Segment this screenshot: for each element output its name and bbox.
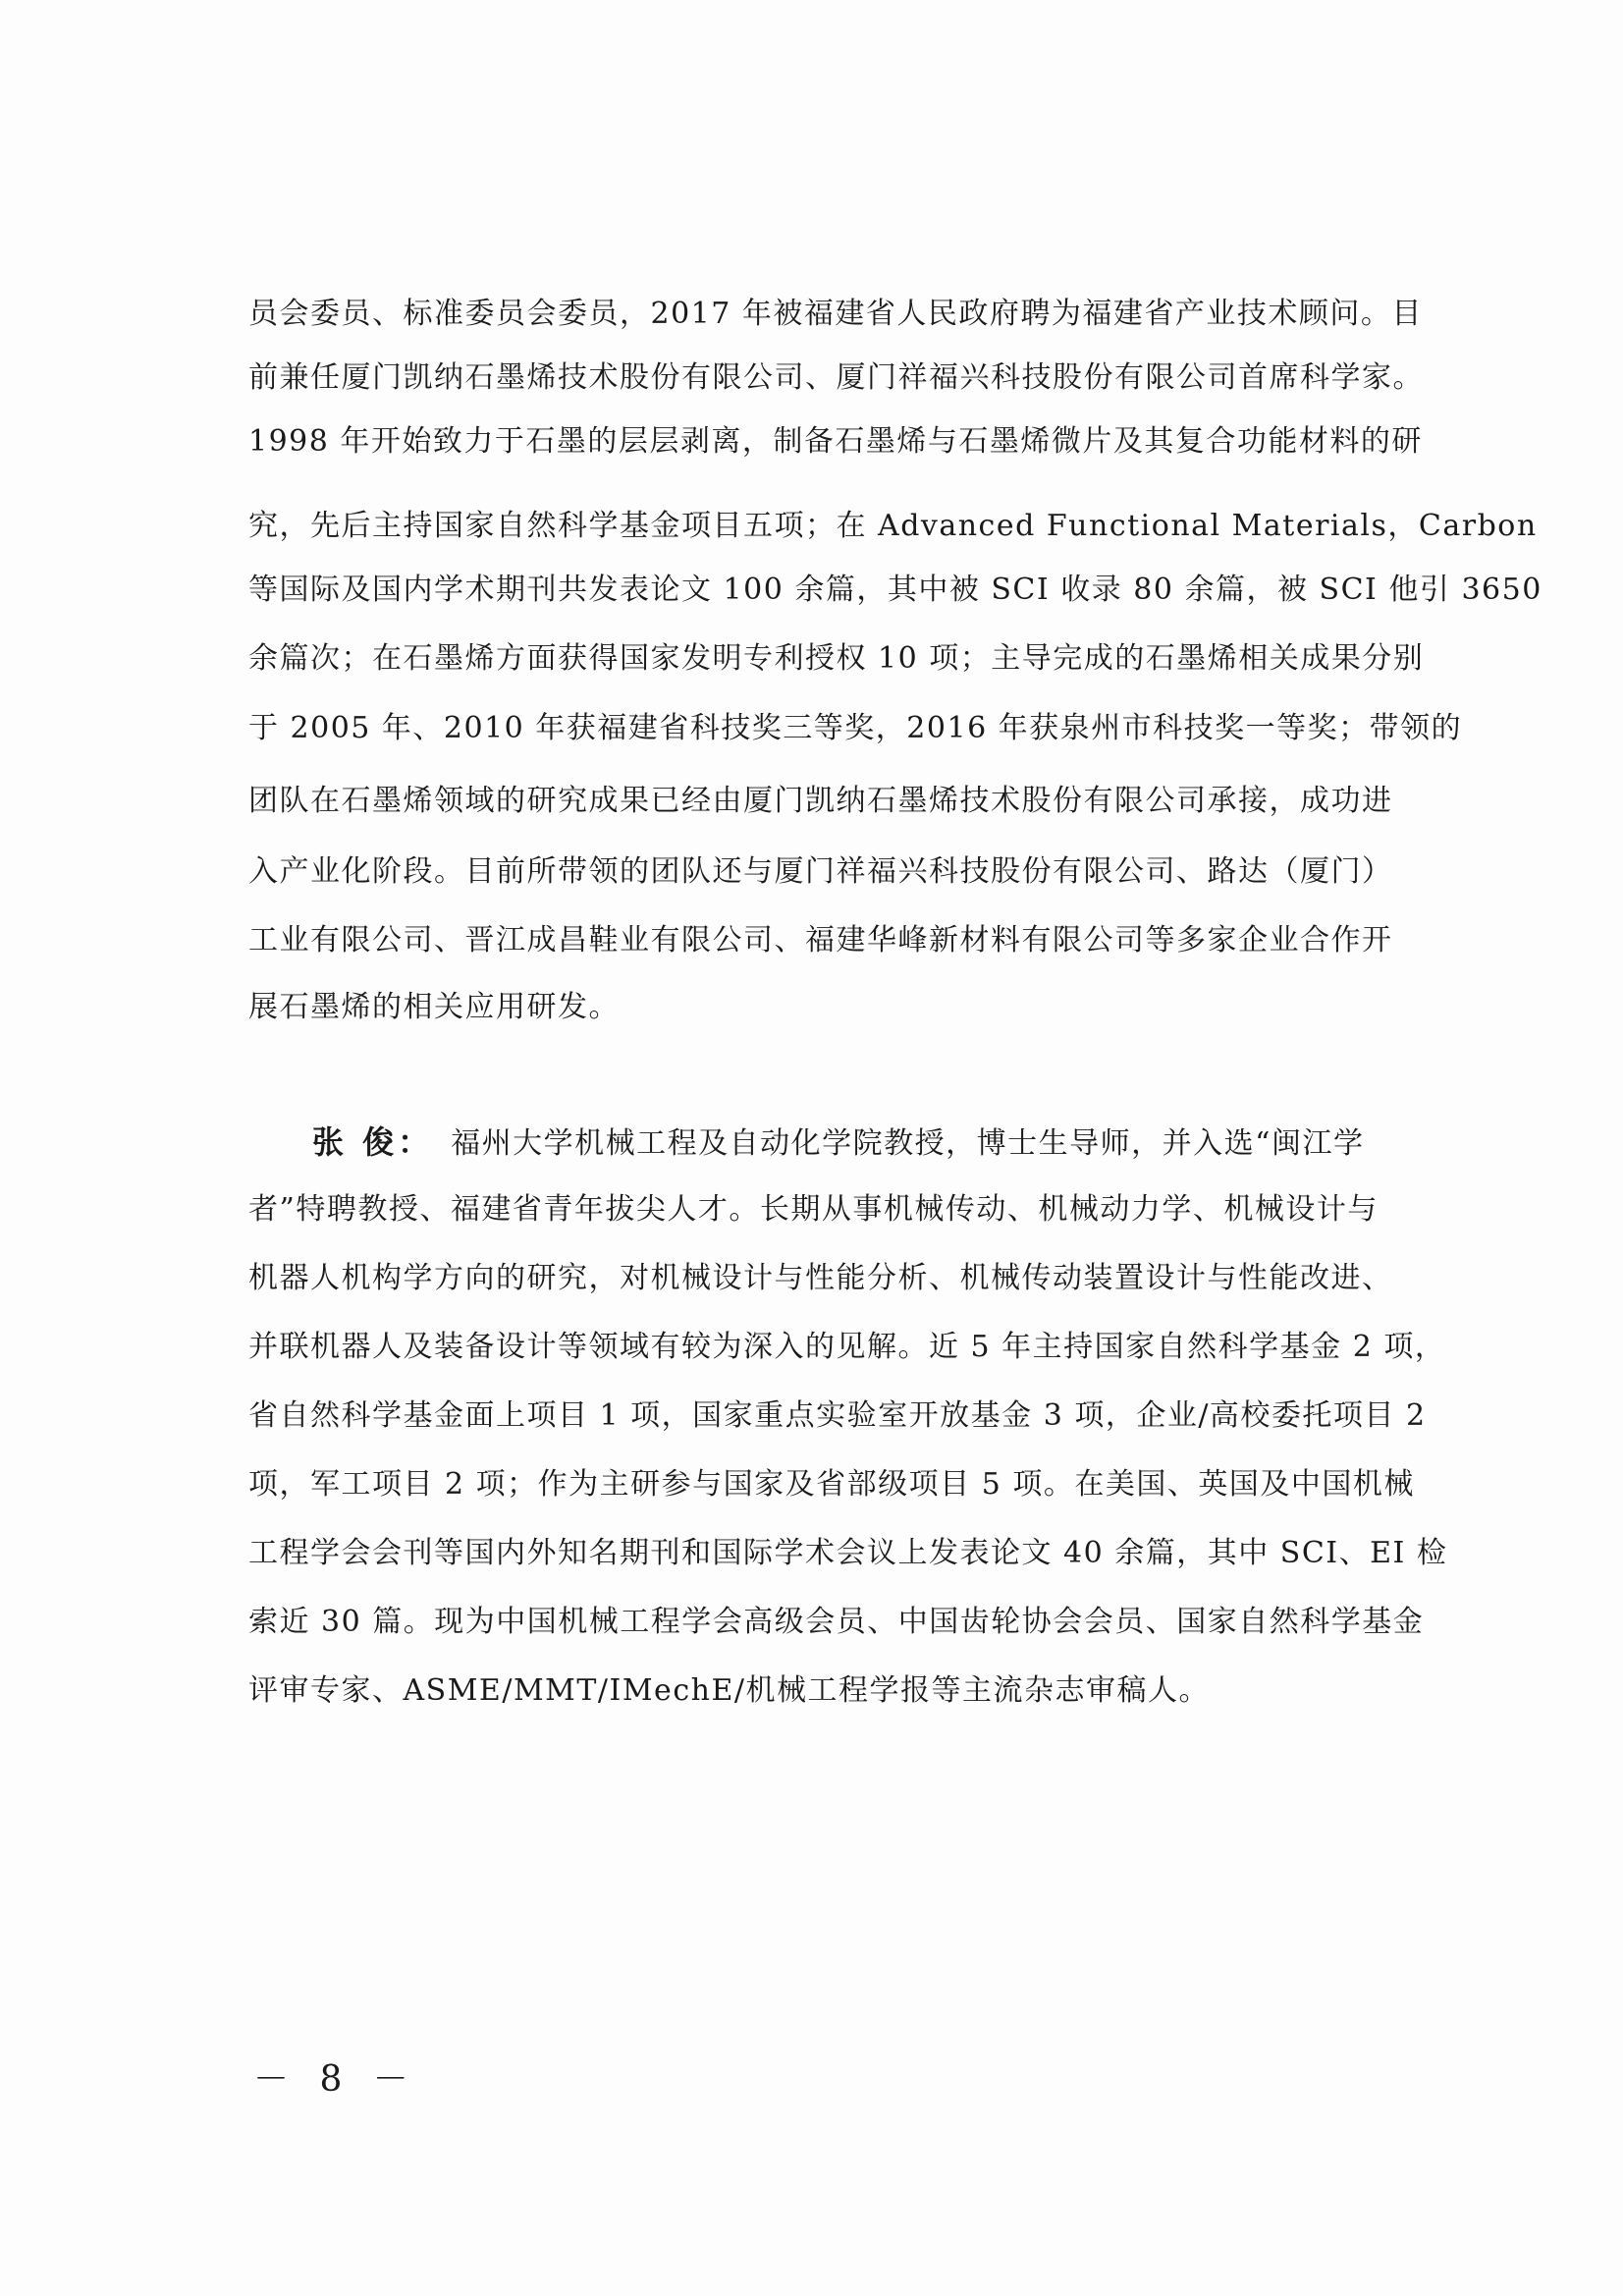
text-line: 员会委员、标准委员会委员，2017 年被福建省人民政府聘为福建省产业技术顾问。目 <box>248 297 1423 331</box>
text-line: 入产业化阶段。目前所带领的团队还与厦门祥福兴科技股份有限公司、路达（厦门） <box>248 854 1393 889</box>
text-line: 工业有限公司、晋江成昌鞋业有限公司、福建华峰新材料有限公司等多家企业合作开 <box>248 923 1393 957</box>
text-line: 团队在石墨烯领域的研究成果已经由厦门凯纳石墨烯技术股份有限公司承接，成功进 <box>248 784 1393 818</box>
text-line: 究，先后主持国家自然科学基金项目五项；在 Advanced Functional Materials，Carbon <box>248 509 1538 543</box>
text-line: 展石墨烯的相关应用研发。 <box>248 990 620 1024</box>
person-name: 张 俊： <box>312 1123 434 1161</box>
text-line: 工程学会会刊等国内外知名期刊和国际学术会议上发表论文 40 余篇，其中 SCI、EI 检 <box>248 1536 1448 1570</box>
text-line: 项，军工项目 2 项；作为主研参与国家及省部级项目 5 项。在美国、英国及中国机械 <box>248 1467 1415 1502</box>
text-line-first-content: 福州大学机械工程及自动化学院教授，博士生导师，并入选“闽江学 <box>451 1126 1365 1161</box>
text-line: 评审专家、ASME/MMT/IMechE/机械工程学报等主流杂志审稿人。 <box>248 1673 1210 1708</box>
text-line: 机器人机构学方向的研究，对机械设计与性能分析、机械传动装置设计与性能改进、 <box>248 1261 1393 1295</box>
page-number: － 8 － <box>253 2059 418 2100</box>
text-line: 于 2005 年、2010 年获福建省科技奖三等奖，2016 年获泉州市科技奖一等奖；带领的 <box>248 711 1463 745</box>
text-line-first <box>312 1122 1530 1164</box>
text-line: 1998 年开始致力于石墨的层层剥离，制备石墨烯与石墨烯微片及其复合功能材料的研 <box>248 424 1423 459</box>
text-line: 等国际及国内学术期刊共发表论文 100 余篇，其中被 SCI 收录 80 余篇，被 SCI 他引 3650 <box>248 573 1542 607</box>
text-line: 索近 30 篇。现为中国机械工程学会高级会员、中国齿轮协会会员、国家自然科学基金 <box>248 1605 1425 1639</box>
text-line: 前兼任厦门凯纳石墨烯技术股份有限公司、厦门祥福兴科技股份有限公司首席科学家。 <box>248 360 1424 395</box>
text-line: 余篇次；在石墨烯方面获得国家发明专利授权 10 项；主导完成的石墨烯相关成果分别 <box>248 641 1425 676</box>
text-line: 者”特聘教授、福建省青年拔尖人才。长期从事机械传动、机械动力学、机械设计与 <box>248 1192 1379 1227</box>
text-line: 并联机器人及装备设计等领域有较为深入的见解。近 5 年主持国家自然科学基金 2 项， <box>248 1330 1446 1364</box>
text-line: 省自然科学基金面上项目 1 项，国家重点实验室开放基金 3 项，企业/高校委托项目 2 <box>248 1398 1427 1433</box>
